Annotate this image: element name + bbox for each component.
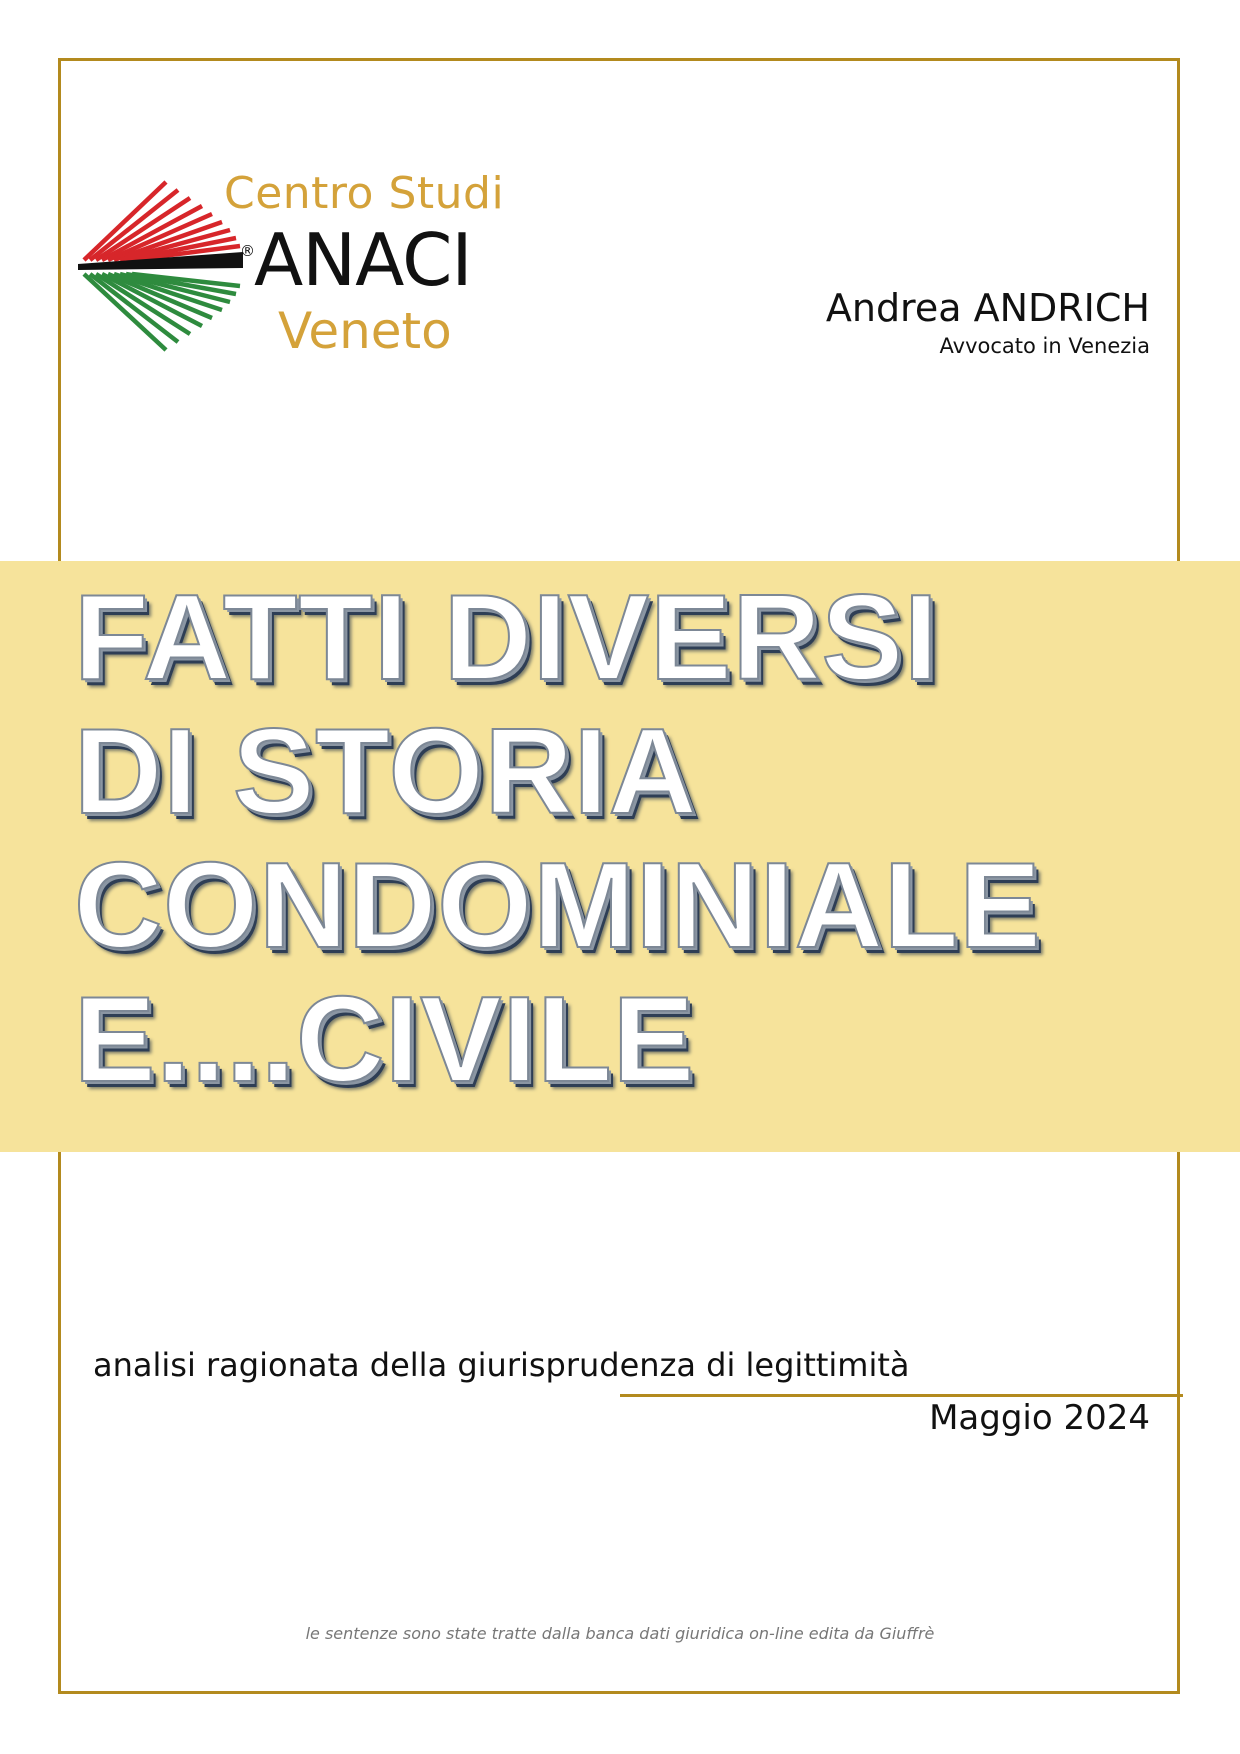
document-subtitle: analisi ragionata della giurisprudenza di legittimità [93,1346,910,1384]
publication-date: Maggio 2024 [929,1398,1150,1438]
title-line: DI STORIA [74,703,698,839]
logo-text-centro-studi: Centro Studi [224,168,505,219]
author-name: Andrea ANDRICH [825,286,1150,330]
author-role: Avvocato in Venezia [939,334,1150,358]
logo-text-anaci: ANACI [254,218,472,302]
logo-centro-studi-anaci-veneto [78,168,528,368]
document-title [74,570,1234,1106]
subtitle-divider [620,1394,1183,1397]
logo-text-veneto: Veneto [278,302,452,360]
title-line: E....CIVILE [74,971,696,1107]
title-line: FATTI DIVERSI [74,569,939,705]
title-line: CONDOMINIALE [74,837,1042,973]
logo-registered-mark: ® [240,242,255,260]
source-footnote: le sentenze sono state tratte dalla banca dati giuridica on-line edita da Giuffrè [305,1624,935,1643]
